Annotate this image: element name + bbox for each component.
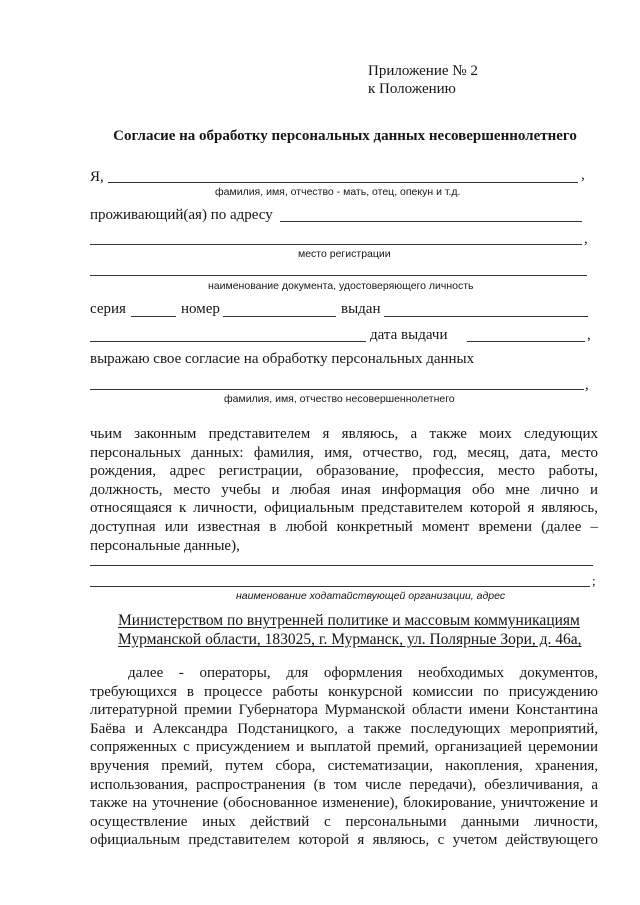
number-label: номер — [181, 301, 220, 317]
text-line: осуществление иных действий с персональными данными личности, — [90, 813, 598, 830]
hint-organization: наименование ходатайствующей организации, адрес — [236, 590, 506, 602]
hint-parent-name: фамилия, имя, отчество - мать, отец, опекун и т.д. — [215, 186, 461, 198]
hint-registration: место регистрации — [298, 248, 391, 260]
organization-field[interactable] — [90, 565, 593, 566]
address-field-continued[interactable] — [90, 244, 582, 245]
hint-minor-name: фамилия, имя, отчество несовершеннолетнего — [224, 393, 455, 405]
identity-document-field[interactable] — [90, 275, 587, 276]
text-line: относящаяся к личности, официальным представителем которой я являюсь, — [90, 500, 598, 517]
text-line: чьим законным представителем я являюсь, а также моих следующих — [90, 426, 598, 442]
text-line: рождения, адрес регистрации, образование, профессия, место работы, — [90, 463, 598, 480]
appendix-number: Приложение № 2 — [368, 63, 478, 79]
issued-by-field[interactable] — [384, 316, 588, 317]
text-line: требующихся в процессе работы конкурсной комиссии по присуждению — [90, 683, 598, 700]
text-line: официальным представителем которой я являюсь, с учетом действующего — [90, 832, 598, 849]
semicolon-mark: ; — [592, 573, 596, 588]
issue-date-label: дата выдачи — [370, 327, 448, 343]
number-field[interactable] — [223, 316, 336, 317]
ministry-name: Министерством по внутренней политике и массовым коммуникациям — [118, 612, 580, 629]
appendix-reference: к Положению — [368, 81, 456, 97]
series-label: серия — [90, 301, 126, 317]
i-label: Я, — [90, 169, 104, 185]
document-title: Согласие на обработку персональных данных несовершеннолетнего — [113, 128, 577, 144]
hint-identity-document: наименование документа, удостоверяющего личность — [208, 280, 474, 292]
text-line: персональных данных: фамилия, имя, отчество, год, месяц, дата, место — [90, 444, 598, 461]
text-line: литературной премии Губернатора Мурманской области имени Константина — [90, 702, 598, 719]
comma-mark: , — [585, 377, 589, 393]
minor-name-field[interactable] — [90, 389, 584, 390]
text-line: сопряженных с присуждением и выплатой премий, организацией церемонии — [90, 739, 598, 756]
text-line: доступная или известная в любой конкретный момент времени (далее – — [90, 519, 598, 535]
living-address-label: проживающий(ая) по адресу — [90, 207, 273, 223]
parent-name-field[interactable] — [108, 182, 578, 183]
text-line: вручения премий, путем сбора, систематизации, накопления, хранения, — [90, 758, 598, 774]
text-line: должность, место учебы и любая иная информация обо мне лично и — [90, 481, 598, 498]
comma-mark: , — [581, 167, 585, 183]
comma-mark: , — [587, 327, 591, 343]
text-line: персональные данные), — [90, 537, 240, 554]
issue-date-field[interactable] — [467, 341, 585, 342]
series-field[interactable] — [131, 316, 176, 317]
ministry-address: Мурманской области, 183025, г. Мурманск, ул. Полярные Зори, д. 46а, — [118, 631, 582, 648]
text-line: Баёва и Александра Подстаницкого, а также последующих мероприятий, — [90, 720, 598, 737]
consent-label: выражаю свое согласие на обработку персональных данных — [90, 351, 475, 367]
text-line: далее - операторы, для оформления необходимых документов, — [128, 665, 598, 681]
address-field[interactable] — [280, 221, 582, 222]
issued-label: выдан — [341, 301, 381, 317]
issued-by-field-continued[interactable] — [90, 341, 366, 342]
comma-mark: , — [584, 231, 588, 247]
organization-field-continued[interactable] — [90, 586, 590, 587]
text-line: также на уточнение (обоснованное изменение), блокирование, уничтожение и — [90, 795, 598, 812]
text-line: использования, распространения (в том числе передачи), обезличивания, а — [90, 776, 598, 793]
